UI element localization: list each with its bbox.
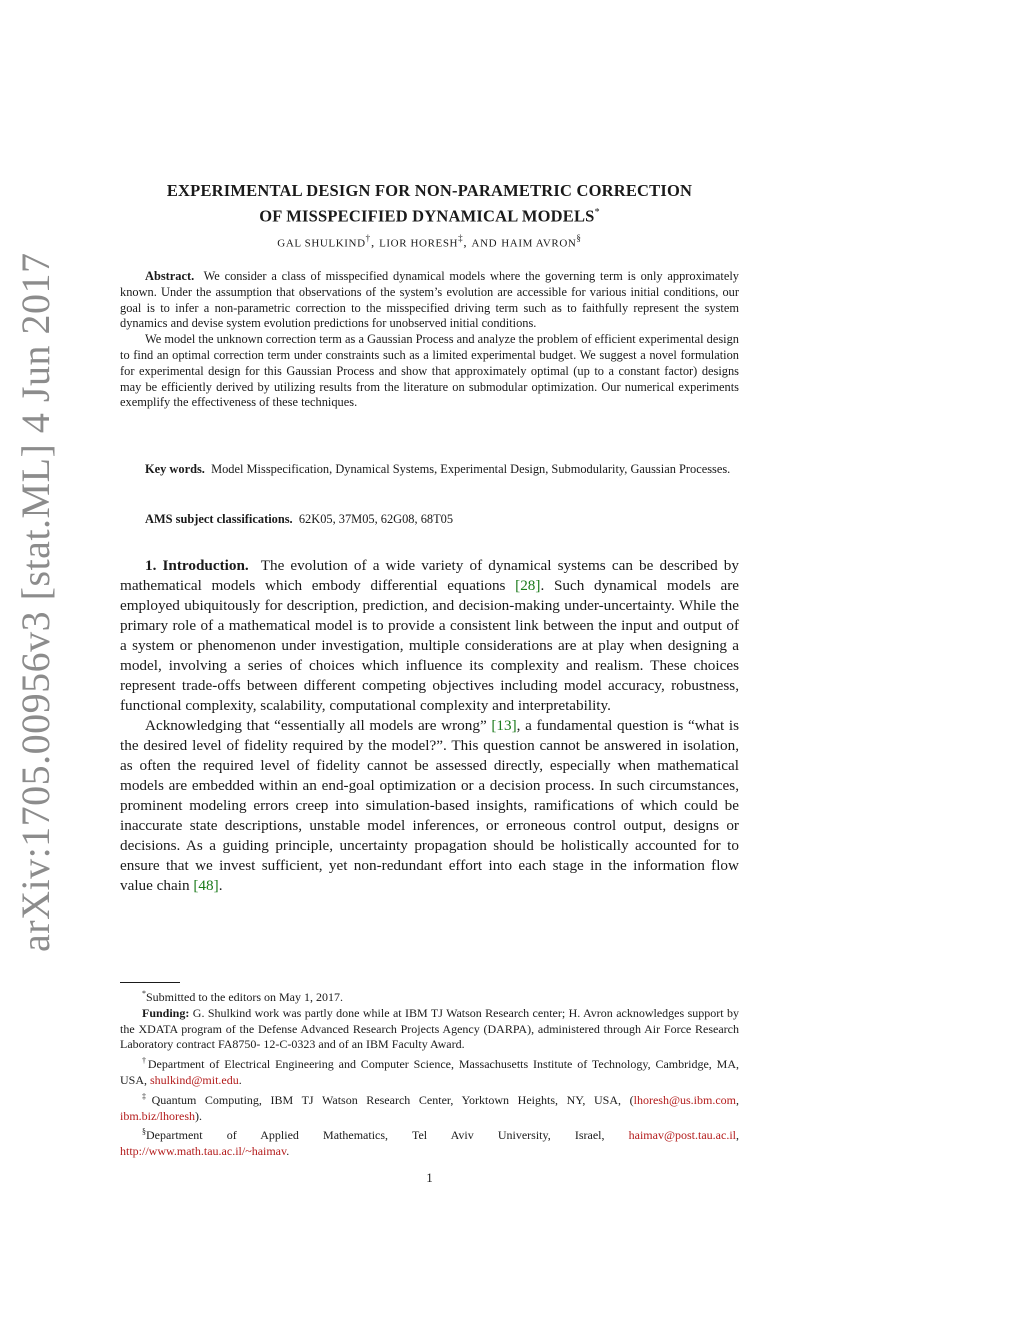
ams-label: AMS subject classifications. xyxy=(145,512,293,526)
author-horesh: LIOR HORESH xyxy=(379,237,459,250)
keywords xyxy=(120,462,739,478)
title-line-1: EXPERIMENTAL DESIGN FOR NON-PARAMETRIC CORRECTION xyxy=(166,181,693,200)
funding-label: Funding: xyxy=(142,1005,190,1020)
email-link[interactable]: lhoresh@us.ibm.com xyxy=(633,1092,736,1107)
citation-link[interactable]: [13] xyxy=(491,717,517,734)
author-mark-2: ‡ xyxy=(458,233,464,243)
intro-paragraph-1 xyxy=(120,556,739,716)
footnote-mark: ‡ xyxy=(142,1091,152,1101)
footnote-divider xyxy=(120,982,180,983)
footnote-avron-text: Department of Applied Mathematics, Tel Aviv University, Israel, xyxy=(146,1128,629,1143)
abstract-text-2: We model the unknown correction term as a Gaussian Process and analyze the problem of efficient experimental design to find an optimal correction term under constraints such as a limited experimental budget. We suggest a novel formulation for experimental design for this Gaussian Process and show that approximately optimal (up to a constant factor) designs may be efficiently derived by utilizing results from the literature on submodular optimization. Our numerical experiments exemplify the effectiveness of these techniques. xyxy=(120,332,739,410)
author-mark-1: † xyxy=(365,233,371,243)
author-mark-3: § xyxy=(576,233,582,243)
footnote-shulkind xyxy=(120,1053,739,1089)
url-link[interactable]: http://www.math.tau.ac.il/~haimav xyxy=(120,1144,287,1159)
intro-paragraph-2 xyxy=(120,716,739,896)
intro-text-2a: Acknowledging that “essentially all models are wrong” xyxy=(145,717,492,734)
intro-text-1b: . Such dynamical models are employed ubiquitously for description, prediction, and decision-making under-uncertainty. While the primary role of a mathematical model is to provide a consistent link between the input and output of a system or phenomenon under investigation, multiple considerations are at play when designing a model, involving a series of choices which influence its complexity and realism. These choices represent trade-offs between different competing objectives including model accuracy, robustness, functional complexity, scalability, computational complexity and interpretability. xyxy=(120,577,739,714)
footnote-horesh xyxy=(120,1089,739,1125)
title-footnote-mark: * xyxy=(594,207,600,218)
author-list: GAL SHULKIND†, LIOR HORESH‡, AND HAIM AVRON§ xyxy=(277,233,582,250)
footnote-horesh-text: Quantum Computing, IBM TJ Watson Research Center, Yorktown Heights, NY, USA, ( xyxy=(151,1092,634,1107)
footnote-shulkind-end: . xyxy=(238,1072,242,1087)
ams-text: 62K05, 37M05, 62G08, 68T05 xyxy=(298,512,454,526)
page-number: 1 xyxy=(426,1170,433,1185)
footnote-avron xyxy=(120,1124,739,1160)
citation-link[interactable]: [48] xyxy=(193,877,219,894)
email-link[interactable]: shulkind@mit.edu xyxy=(150,1072,239,1087)
keywords-text: Model Misspecification, Dynamical Systems, Experimental Design, Submodularity, Gaussian Processes. xyxy=(211,462,731,476)
intro-text-2b: , a fundamental question is “what is the desired level of fidelity required by the model?”. This question cannot be answered in isolation, as often the required level of fidelity cannot be assessed directly, especially when mathematical models are embedded within an end-goal optimization or a decision process. In such circumstances, prominent modeling errors creep into simulation-based insights, ramifications of which could be inaccurate state descriptions, unstable model inferences, or erroneous control output, designs or decisions. As a guiding principle, uncertainty propagation should be holistically accounted for to ensure that we invest sufficient, yet non-redundant effort into each stage in the information flow value chain xyxy=(120,717,739,894)
footnote-mark: § xyxy=(142,1127,146,1137)
footnote-mark: * xyxy=(142,989,146,998)
author-shulkind: GAL SHULKIND xyxy=(277,237,366,250)
abstract-paragraph-1 xyxy=(120,269,739,332)
author-conjunction: AND xyxy=(471,237,498,250)
url-link[interactable]: ibm.biz/lhoresh xyxy=(120,1108,195,1123)
abstract xyxy=(120,269,739,411)
footnote-mark: † xyxy=(142,1056,148,1066)
intro-text-2c: . xyxy=(218,877,223,894)
title-line-2 xyxy=(120,202,739,228)
author-avron: HAIM AVRON xyxy=(501,237,577,250)
paper-title xyxy=(120,180,739,228)
footnote-funding xyxy=(120,1006,739,1053)
keywords-label: Key words. xyxy=(145,462,205,476)
section-heading: 1. Introduction. xyxy=(145,557,249,574)
title-line-2-text: OF MISSPECIFIED DYNAMICAL MODELS xyxy=(259,206,595,226)
footnote-horesh-sep: , xyxy=(736,1092,739,1107)
email-link[interactable]: haimav@post.tau.ac.il xyxy=(628,1128,736,1143)
citation-link[interactable]: [28] xyxy=(515,577,541,594)
footnote-submitted xyxy=(120,986,739,1006)
abstract-text-1: We consider a class of misspecified dynamical models where the governing term is only approximately known. Under the assumption that observations of the system’s evolution are accessible for various initial conditions, our goal is to infer a non-parametric correction to the misspecified driving term such as to faithfully represent the system dynamics and devise system evolution predictions for unobserved initial conditions. xyxy=(120,269,739,331)
abstract-paragraph-2 xyxy=(120,332,739,411)
footnote-shulkind-text: Department of Electrical Engineering and Computer Science, Massachusetts Institute of Technology, Cambridge, MA, USA, xyxy=(120,1057,740,1087)
funding-text: G. Shulkind work was partly done while at IBM TJ Watson Research center; H. Avron acknowledges support by the XDATA program of the Defense Advanced Research Projects Agency (DARPA), administered through Air Force Research Laboratory contract FA8750- 12-C-0323 and of an IBM Faculty Award. xyxy=(120,1005,739,1052)
abstract-label: Abstract. xyxy=(145,269,195,283)
ams-classifications xyxy=(120,512,739,528)
footnote-horesh-end: ). xyxy=(195,1108,202,1123)
introduction-section xyxy=(120,556,739,896)
footnotes xyxy=(120,986,739,1160)
keywords-paragraph xyxy=(120,462,739,478)
arxiv-identifier-stamp: arXiv:1705.00956v3 [stat.ML] 4 Jun 2017 xyxy=(13,252,58,952)
footnote-avron-sep: , xyxy=(736,1128,739,1143)
footnote-submitted-text: Submitted to the editors on May 1, 2017. xyxy=(146,990,343,1004)
intro-text-1a: The evolution of a wide variety of dynamical systems can be described by mathematical models which embody differential equations xyxy=(120,557,739,594)
ams-paragraph xyxy=(120,512,739,528)
footnote-avron-end: . xyxy=(286,1144,290,1159)
